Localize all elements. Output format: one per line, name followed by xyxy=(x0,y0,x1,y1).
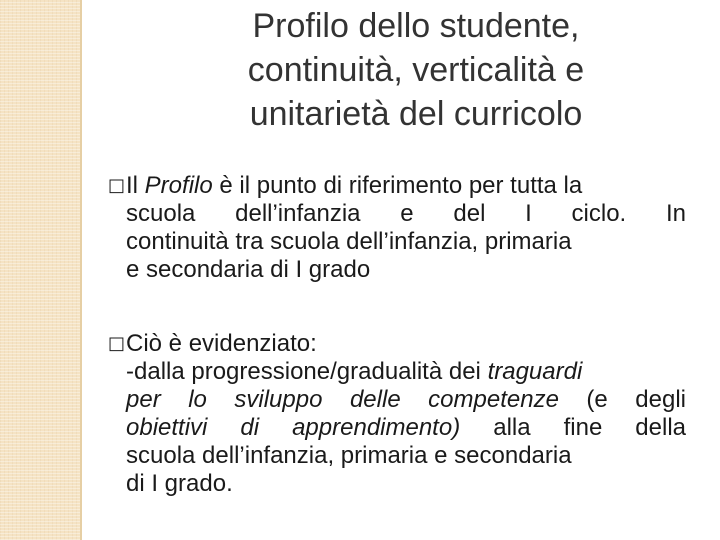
paragraph-line xyxy=(108,358,686,386)
decorative-side-band xyxy=(0,0,80,540)
paragraph-line xyxy=(108,386,686,414)
text-run: Ciò è evidenziato: xyxy=(126,330,317,357)
text-run: alla fine della xyxy=(460,414,687,441)
bullet-paragraph-profilo xyxy=(108,172,686,284)
italic-term: per lo sviluppo delle competenze xyxy=(126,386,559,413)
italic-term: traguardi xyxy=(487,358,583,385)
paragraph-line: continuità tra scuola dell’infanzia, primaria xyxy=(126,228,572,255)
bullet-square-icon: □ xyxy=(108,333,126,354)
text-run: Il xyxy=(126,172,145,199)
paragraph-line: scuola dell’infanzia, primaria e secondaria xyxy=(126,442,572,469)
paragraph-line xyxy=(108,330,686,358)
slide-title xyxy=(160,4,672,136)
paragraph-line: e secondaria di I grado xyxy=(126,256,371,283)
paragraph-line xyxy=(108,414,686,442)
side-divider xyxy=(80,0,82,540)
paragraph-line xyxy=(108,172,686,200)
italic-term: obiettivi di apprendimento) xyxy=(126,414,461,441)
italic-term: Profilo xyxy=(144,172,213,199)
bullet-square-icon: □ xyxy=(108,175,126,196)
text-run: (e degli xyxy=(558,386,686,413)
text-run: -dalla progressione/gradualità dei xyxy=(126,358,488,385)
text-run: è il punto di riferimento per tutta la xyxy=(212,172,583,199)
title-line: continuità, verticalità e xyxy=(247,51,585,89)
bullet-paragraph-evidenziato xyxy=(108,330,686,498)
title-line: Profilo dello studente, xyxy=(252,7,580,45)
title-line: unitarietà del curricolo xyxy=(249,95,583,133)
paragraph-line: di I grado. xyxy=(126,470,233,497)
paragraph-line: scuola dell’infanzia e del I ciclo. In xyxy=(126,200,686,227)
